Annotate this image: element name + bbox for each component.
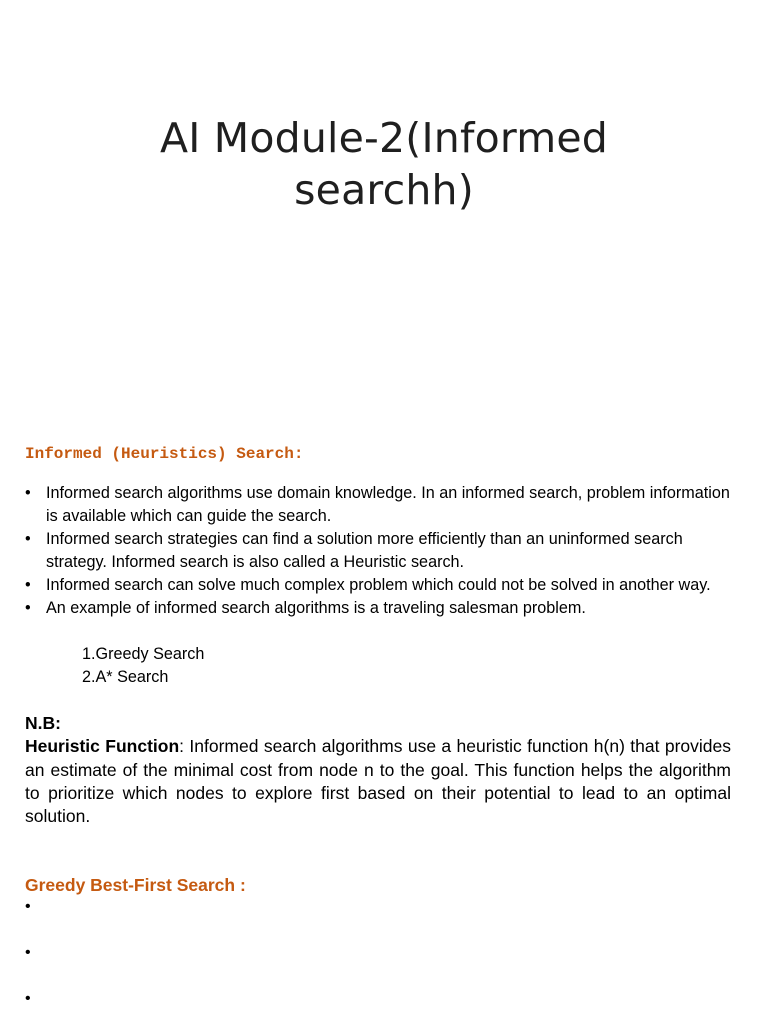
page-title bbox=[0, 112, 768, 216]
list-item bbox=[25, 574, 740, 597]
heuristic-function-paragraph bbox=[25, 735, 731, 828]
page-title-line-2: searchh) bbox=[294, 166, 474, 214]
heuristic-function-term: Heuristic Function bbox=[25, 736, 180, 757]
bullet-text: Informed search algorithms use domain knowledge. In an informed search, problem information is available which can guide the search. bbox=[46, 484, 730, 525]
heuristic-function-text: : Informed search algorithms use a heuristic function h(n) that provides an estimate of the minimal cost from node n to the goal. This function helps the algorithm to prioritize which nodes to explore first based on their potential to lead to an optimal solution. bbox=[25, 736, 731, 827]
bullet-text: An example of informed search algorithms is a traveling salesman problem. bbox=[46, 599, 586, 617]
list-item bbox=[25, 528, 740, 574]
note-block bbox=[25, 712, 731, 828]
bullet-icon: • bbox=[25, 576, 31, 594]
list-item bbox=[25, 482, 740, 528]
note-label: N.B: bbox=[25, 713, 61, 733]
informed-search-heading: Informed (Heuristics) Search: bbox=[25, 445, 304, 463]
empty-bullet-icon: • bbox=[25, 898, 31, 915]
bullet-text: Informed search strategies can find a solution more efficiently than an uninformed search strategy. Informed search is also called a Heuristic search. bbox=[46, 530, 683, 571]
search-types-list bbox=[82, 643, 204, 689]
bullet-icon: • bbox=[25, 530, 31, 548]
bullet-icon: • bbox=[25, 484, 31, 502]
list-item-greedy-search: 1.Greedy Search bbox=[82, 645, 205, 663]
page-title-line-1: AI Module-2(Informed bbox=[159, 114, 609, 162]
list-item bbox=[25, 597, 740, 620]
list-item-a-star-search: 2.A* Search bbox=[82, 668, 169, 686]
bullet-text: Informed search can solve much complex problem which could not be solved in another way. bbox=[46, 576, 711, 594]
greedy-best-first-heading: Greedy Best-First Search : bbox=[25, 875, 246, 895]
informed-search-bullet-list bbox=[25, 482, 740, 620]
empty-bullet-icon: • bbox=[25, 944, 31, 961]
bullet-icon: • bbox=[25, 599, 31, 617]
empty-bullet-icon: • bbox=[25, 990, 31, 1007]
